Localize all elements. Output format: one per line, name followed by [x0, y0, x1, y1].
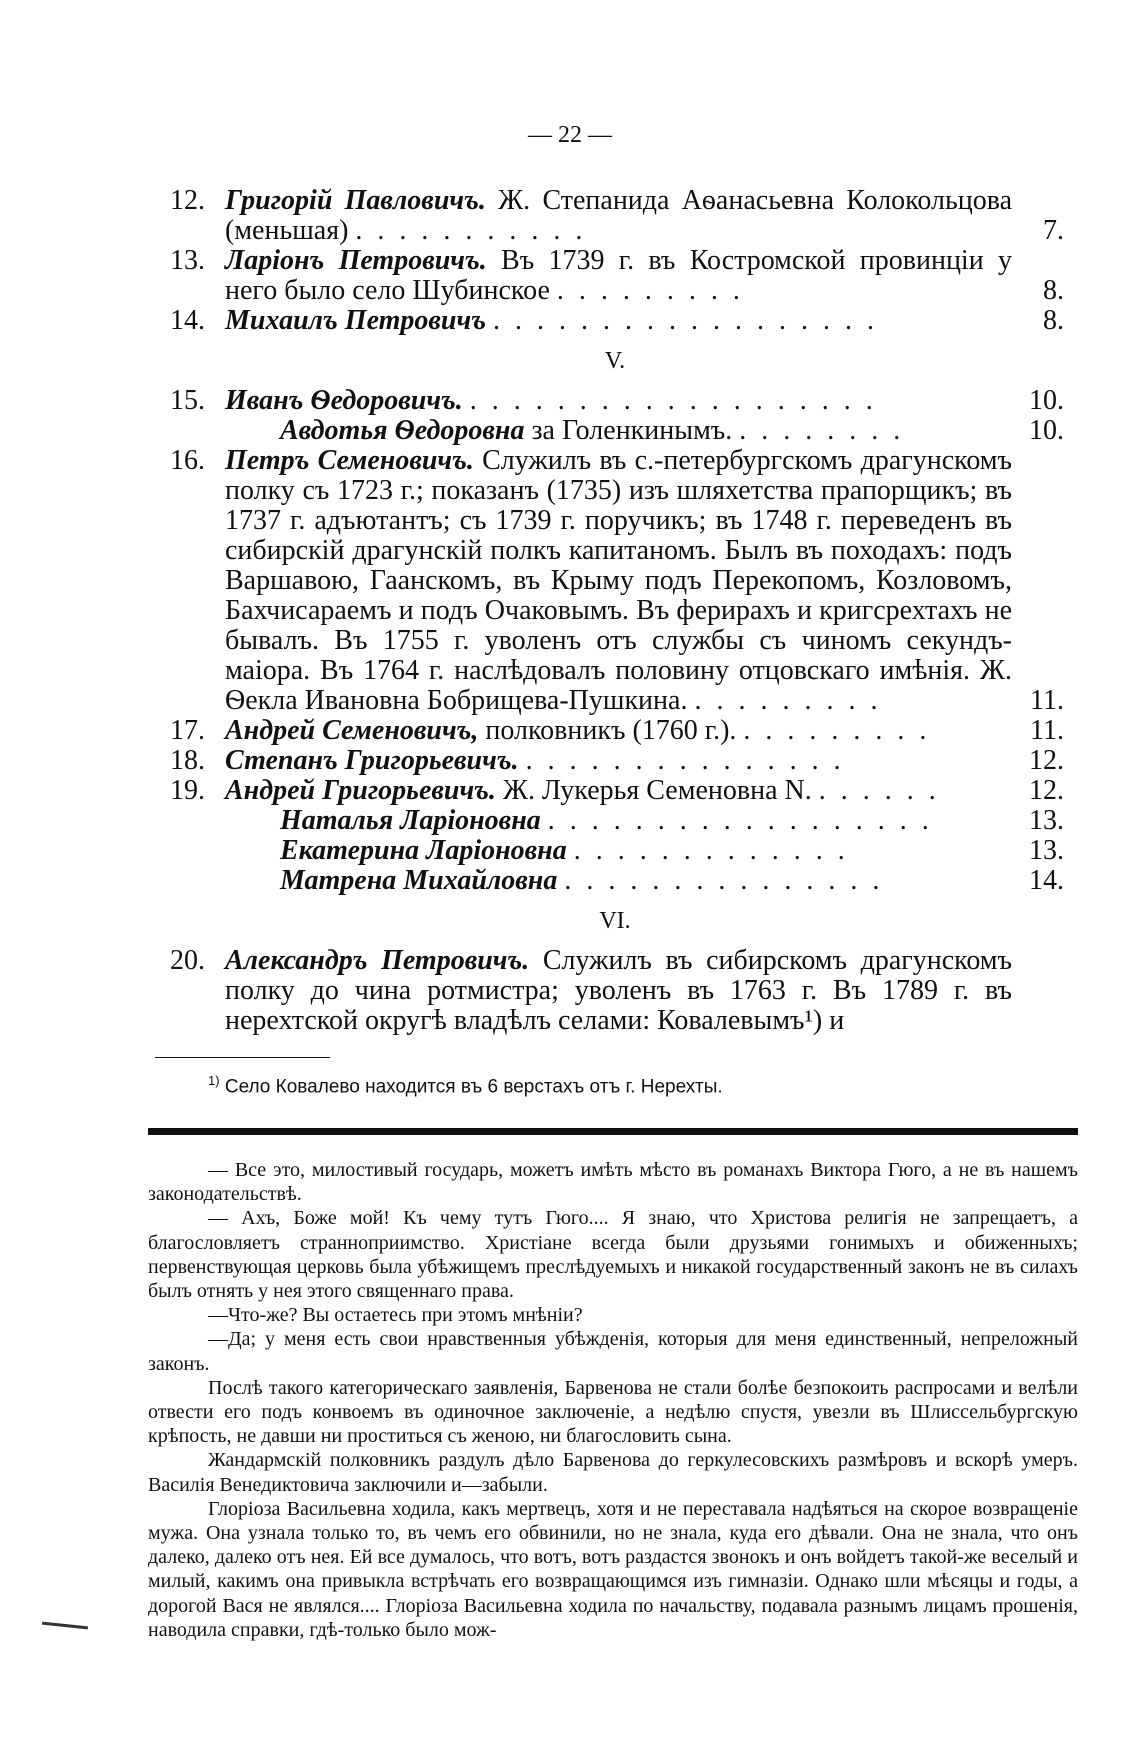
entry-text: Ларіонъ Петровичъ. Въ 1739 г. въ Костромской провинціи у него было село Шубинское . . . . . . . . . [225, 245, 1012, 306]
entry-name: Иванъ Ѳедоровичъ. [225, 385, 463, 416]
paragraph: Глоріоза Васильевна ходила, какъ мертвецъ, хотя и не переставала надѣяться на скорое возвращеніе мужа. Она узнала только то, въ чемъ его обвинили, но не знала, куда его дѣвали. Она не знала, что онъ далеко, далеко отъ нея. Ей все думалось, что вотъ, вотъ раздастся звонокъ и онъ войдетъ такой-же веселый и милый, какимъ она привыкла встрѣчать его возвращающимся изъ гимназіи. Однако шли мѣсяцы и годы, а дорогой Вася не являлся.... Глоріоза Васильевна ходила по начальству, подавала разнымъ лицамъ прошенія, наводила справки, гдѣ-только было мож- [148, 1497, 1078, 1641]
paragraph: — Все это, милостивый государь, можетъ имѣть мѣсто въ романахъ Виктора Гюго, а не въ нашемъ законодательствѣ. [148, 1159, 1078, 1206]
margin-mark [42, 1622, 88, 1630]
entry-number: 20. [170, 945, 205, 976]
entry-name: Матрена Михайловна [280, 865, 558, 896]
list-item [160, 186, 1070, 246]
entry-number: 16. [170, 445, 205, 476]
list-item [160, 866, 1070, 896]
entry-page: 8. [1043, 275, 1064, 306]
entry-page: 12. [1029, 775, 1064, 806]
entry-text: Наталья Ларіоновна . . . . . . . . . . . . . . . . . . [280, 805, 933, 836]
footnote-marker: 1) [208, 1073, 220, 1088]
entry-text: Степанъ Григорьевичъ. . . . . . . . . . . . . . . . [225, 745, 845, 776]
page-number: — 22 — [528, 122, 612, 148]
entry-description: Ж. Степанида Аѳанасьевна Колокольцова (меньшая) [225, 185, 1012, 246]
entry-page: 8. [1043, 305, 1064, 336]
paragraph: Жандармскій полковникъ раздулъ дѣло Барвенова до геркулесовскихъ размѣровъ и вскорѣ умеръ. Василія Венедиктовича заключили и—забыли. [148, 1449, 1078, 1496]
entry-text: Андрей Григорьевичъ. Ж. Лукерья Семеновна N. . . . . . . [225, 775, 940, 806]
footnote-text: Село Ковалево находится въ 6 верстахъ отъ г. Нерехты. [219, 1076, 723, 1098]
footnote-rule [155, 1057, 330, 1058]
section-heading-vi: VI. [599, 908, 631, 934]
entry-name: Михаилъ Петровичъ [225, 305, 486, 336]
list-item [160, 746, 1070, 776]
list-item [160, 836, 1070, 866]
paragraph: Послѣ такого категорическаго заявленія, Барвенова не стали болѣе безпокоить распросами и велѣли отвести его подъ конвоемъ въ одиночное заключеніе, а недѣлю спустя, увезли въ Шлиссельбургскую крѣпость, не давши ни проститься съ женою, ни благословить сына. [148, 1376, 1078, 1448]
entry-number: 14. [170, 305, 205, 336]
footnote [208, 1073, 723, 1098]
paragraph: —Что-же? Вы остаетесь при этомъ мнѣніи? [208, 1304, 583, 1327]
section-heading-v: V. [604, 348, 626, 374]
entry-page: 11. [1030, 715, 1064, 746]
entry-page: 10. [1029, 415, 1064, 446]
newspaper-clipping [148, 1158, 1078, 1642]
entry-number: 12. [170, 185, 205, 216]
entry-name: Александръ Петровичъ. [225, 945, 530, 976]
entry-number: 18. [170, 745, 205, 776]
entry-name: Ларіонъ Петровичъ. [225, 245, 487, 276]
entry-description: Въ 1739 г. въ Костромской провинціи у него было село Шубинское [225, 245, 1012, 306]
entry-name: Андрей Григорьевичъ. [225, 775, 496, 806]
entry-page: 12. [1029, 745, 1064, 776]
list-item [160, 716, 1070, 746]
entry-text: Матрена Михайловна . . . . . . . . . . . . . . . [280, 865, 884, 896]
list-item [160, 806, 1070, 836]
entry-text: Михаилъ Петровичъ . . . . . . . . . . . . . . . . . . [225, 305, 878, 336]
entry-number: 15. [170, 385, 205, 416]
entry-description: за Голенкинымъ. [524, 415, 733, 446]
entry-page: 13. [1029, 805, 1064, 836]
entry-description: полковникъ (1760 г.). [478, 715, 737, 746]
genealogy-list [160, 186, 1070, 1036]
list-item [160, 306, 1070, 336]
entry-page: 14. [1029, 865, 1064, 896]
entry-name: Степанъ Григорьевичъ. [225, 745, 519, 776]
entry-name: Григорій Павловичъ. [225, 185, 486, 216]
list-item [160, 246, 1070, 306]
list-item [160, 416, 1070, 446]
entry-description: Служилъ въ с.-петербургскомъ драгунскомъ полку съ 1723 г.; показанъ (1735) изъ шляхетства прапорщикъ; въ 1737 г. адъютантъ; съ 1739 г. поручикъ; въ 1748 г. переведенъ въ сибирскій драгунскій полкъ капитаномъ. Былъ въ походахъ: подъ Варшавою, Гаанскомъ, въ Крыму подъ Перекопомъ, Козловомъ, Бахчисараемъ и подъ Очаковымъ. Въ ферирахъ и кригсрехтахъ не бывалъ. Въ 1755 г. уволенъ отъ службы съ чиномъ секундъ-маіора. Въ 1764 г. наслѣдовалъ половину отцовскаго имѣнія. Ж. Ѳекла Ивановна Бобрищева-Пушкина. [225, 445, 1012, 716]
list-item [160, 386, 1070, 416]
entry-page: 13. [1029, 835, 1064, 866]
entry-name: Петръ Семеновичъ. [225, 445, 474, 476]
entry-text: Авдотья Ѳедоровна за Голенкинымъ. . . . . . . . . [280, 415, 905, 446]
entry-name: Андрей Семеновичъ, [225, 715, 479, 746]
entry-text: Петръ Семеновичъ. Служилъ въ с.-петербургскомъ драгунскомъ полку съ 1723 г.; показанъ (1735) изъ шляхетства прапорщикъ; въ 1737 г. адъютантъ; съ 1739 г. поручикъ; въ 1748 г. переведенъ въ сибирскій драгунскій полкъ капитаномъ. Былъ въ походахъ: подъ Варшавою, Гаанскомъ, въ Крыму подъ Перекопомъ, Козловомъ, Бахчисараемъ и подъ Очаковымъ. Въ ферирахъ и кригсрехтахъ не бывалъ. Въ 1755 г. уволенъ отъ службы съ чиномъ секундъ-маіора. Въ 1764 г. наслѣдовалъ половину отцовскаго имѣнія. Ж. Ѳекла Ивановна Бобрищева-Пушкина. . . . . . . . . . [225, 445, 1012, 716]
paragraph: — Ахъ, Боже мой! Къ чему тутъ Гюго.... Я знаю, что Христова религія не запрещаетъ, а благословляетъ странноприимство. Христiане всегда были друзьями гонимыхъ и обиженныхъ; первенствующая церковь была убѣжищемъ преслѣдуемыхъ и никакой государственный законъ не въ силахъ былъ отнять у нея этого священнаго права. [148, 1207, 1078, 1303]
entry-text: Андрей Семеновичъ, полковникъ (1760 г.). . . . . . . . . . [225, 715, 931, 746]
entry-name: Авдотья Ѳедоровна [280, 415, 525, 446]
list-item [160, 446, 1070, 716]
entry-page: 10. [1029, 385, 1064, 416]
list-item [160, 776, 1070, 806]
entry-description: Служилъ въ сибирскомъ драгунскомъ полку до чина ротмистра; уволенъ въ 1763 г. Въ 1789 г. въ нерехтской округѣ владѣлъ селами: Ковалевымъ¹) и [225, 945, 1012, 1036]
page-separator [148, 1128, 1078, 1135]
paragraph: —Да; у меня есть свои нравственныя убѣжденія, которыя для меня единственный, непреложный законъ. [148, 1328, 1078, 1375]
entry-text: Иванъ Ѳедоровичъ. . . . . . . . . . . . . . . . . . . . [225, 385, 877, 416]
entry-name: Наталья Ларіоновна [280, 805, 541, 836]
entry-page: 7. [1043, 215, 1064, 246]
entry-number: 19. [170, 775, 205, 806]
entry-page: 11. [1030, 685, 1064, 716]
list-item [160, 946, 1070, 1036]
entry-text: Екатерина Ларіоновна . . . . . . . . . . . . . [280, 835, 849, 866]
entry-text [225, 946, 1012, 1036]
entry-name: Екатерина Ларіоновна [280, 835, 567, 866]
entry-number: 17. [170, 715, 205, 746]
entry-description: Ж. Лукерья Семеновна N. [495, 775, 812, 806]
entry-text: Григорій Павловичъ. Ж. Степанида Аѳанасьевна Колокольцова (меньшая) . . . . . . . . . . . [225, 185, 1012, 246]
entry-number: 13. [170, 245, 205, 276]
